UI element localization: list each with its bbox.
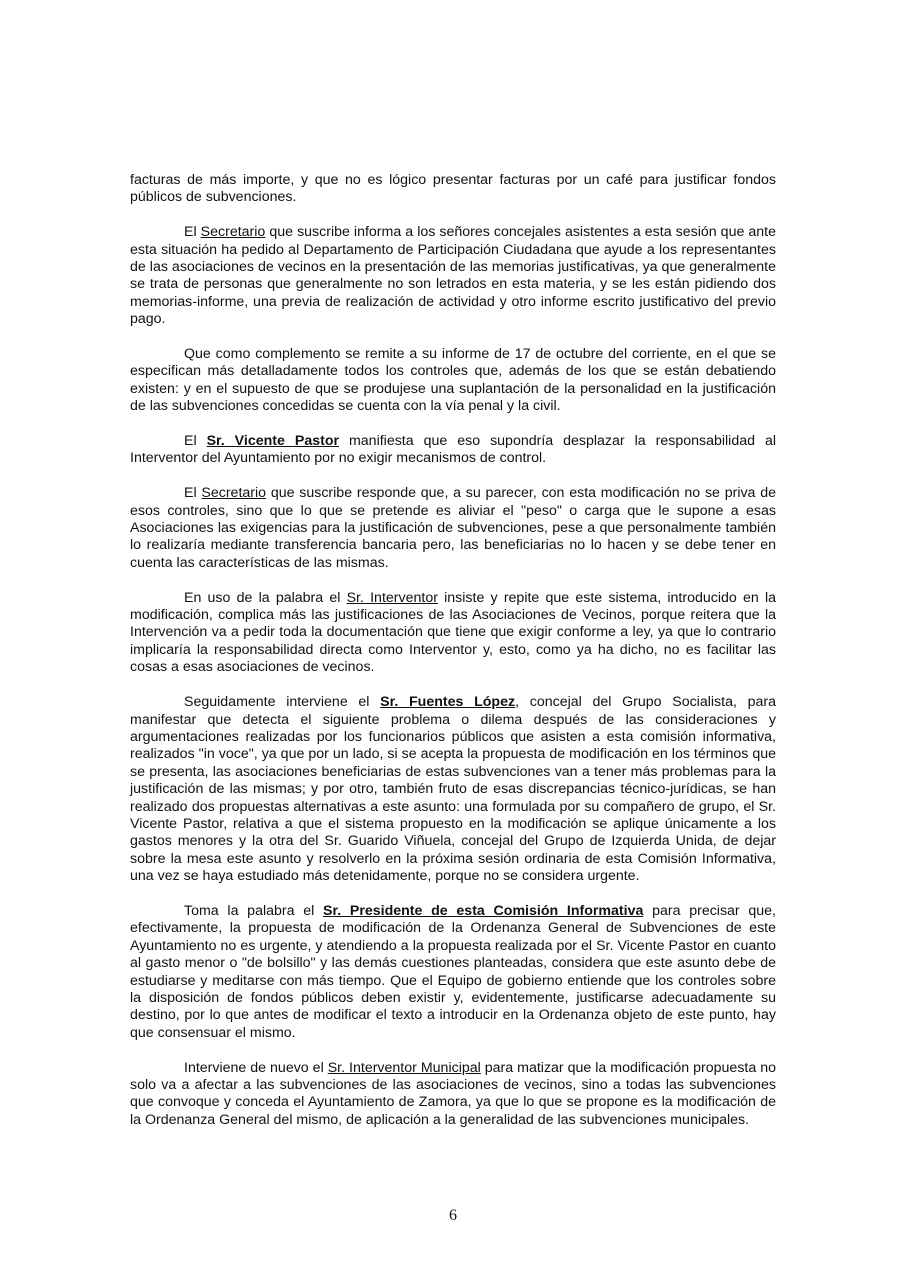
paragraph-text: que suscribe responde que, a su parecer, con esta modificación no se priva de esos controles, sino que lo que se pretende es aliviar el "peso" o carga que le supone a esas Asociaciones las exigencias para la justificación de subvenciones, pese a que personalmente también lo realizaría mediante transferencia bancaria pero, las beneficiarias no lo hacen y se debe tener en cuenta las características de las mismas. <box>130 485 776 571</box>
paragraph-text: para precisar que, efectivamente, la propuesta de modificación de la Ordenanza General de Subvenciones de este Ayuntamiento no es urgente, y atendiendo a la propuesta realizada por el Sr. Vicente Pastor en cuanto al gasto menor o "de bolsillo" y las demás cuestiones planteadas, considera que este asunto debe de estudiarse y meditarse con más tiempo. Que el Equipo de gobierno entiende que los controles sobre la disposición de fondos públicos deben existir y, evidentemente, justificarse adecuadamente su destino, por lo que antes de modificar el texto a introducir en la Ordenanza objeto de este punto, hay que consensuar el mismo. <box>130 902 776 1041</box>
paragraph-text: El <box>184 485 202 502</box>
paragraph-text: Que como complemento se remite a su informe de 17 de octubre del corriente, en el que se especifican más detalladamente todos los controles que, además de los que se están debatiendo existen: y en el supuesto de que se produjese una suplantación de la personalidad en la justificación de las subvenciones concedidas se cuenta con la vía penal y la civil. <box>130 346 776 415</box>
paragraph-text: manifiesta que eso supondría desplazar la responsabilidad al Interventor del Ayuntamiento por no exigir mecanismos de control. <box>130 433 776 467</box>
paragraph-text: que suscribe informa a los señores concejales asistentes a esta sesión que ante esta situación ha pedido al Departamento de Participación Ciudadana que ayude a los representantes de las asociaciones de vecinos en la presentación de las memorias justificativas, ya que generalmente se trata de personas que generalmente no son letrados en esta materia, y se les están pidiendo dos memorias-informe, una previa de realización de actividad y otro informe escrito justificativo del previo pago. <box>130 224 777 328</box>
paragraph-text: insiste y repite que este sistema, introducido en la modificación, complica más las justificaciones de las Asociaciones de Vecinos, porque reitera que la Intervención va a pedir toda la documentación que tiene que exigir conforme a ley, ya que lo contrario implicaría la responsabilidad directa como Interventor y, esto, como ya ha dicho, no es facilitar las cosas a esas asociaciones de vecinos. <box>130 589 776 676</box>
paragraph-text: , concejal del Grupo Socialista, para manifestar que detecta el siguiente problema o dilema después de las consideraciones y argumentaciones realizadas por los funcionarios públicos que asisten a esta comisión informativa, realizados "in voce", ya que por un lado, si se acepta la propuesta de modificación en los términos que se presenta, las asociaciones beneficiarias de estas subvenciones van a tener más problemas para la justificación de las mismas; y por otro, también fruto de esas discrepancias técnico-jurídicas, se han realizado dos propuestas alternativas a este asunto: una formulada por su compañero de grupo, el Sr. Vicente Pastor, relativa a que el sistema propuesto en la modificación se aplique únicamente a los gastos menores y la otra del Sr. Guarido Viñuela, concejal del Grupo de Izquierda Unida, de dejar sobre la mesa este asunto y resolverlo en la próxima sesión ordinaria de esta Comisión Informativa, una vez se haya estudiado más detenidamente, porque no se considera urgente. <box>130 694 776 885</box>
paragraph <box>130 172 776 207</box>
paragraph-text: Toma la palabra el <box>184 902 323 919</box>
paragraph-text: El <box>184 433 207 450</box>
paragraph <box>130 903 776 1042</box>
paragraph <box>130 433 776 468</box>
page-number: 6 <box>449 1207 457 1224</box>
paragraph <box>130 1060 776 1130</box>
paragraph <box>130 590 776 677</box>
paragraph-text: facturas de más importe, y que no es lógico presentar facturas por un café para justificar fondos públicos de subvenciones. <box>130 172 776 206</box>
speaker-name: Sr. Interventor Municipal <box>327 1059 481 1076</box>
paragraph-text: El <box>184 224 201 241</box>
paragraph-text: Interviene de nuevo el <box>184 1059 328 1076</box>
speaker-name: Sr. Presidente de esta Comisión Informativa <box>323 902 644 919</box>
speaker-name: Sr. Interventor <box>346 589 438 606</box>
speaker-name: Sr. Fuentes López <box>380 694 516 711</box>
paragraph-text: Seguidamente interviene el <box>184 694 381 711</box>
speaker-name: Secretario <box>200 224 266 241</box>
paragraph-text: En uso de la palabra el <box>184 589 347 606</box>
paragraph <box>130 694 776 885</box>
document-body <box>130 172 776 1147</box>
speaker-name: Secretario <box>201 485 267 502</box>
speaker-name: Sr. Vicente Pastor <box>206 433 340 450</box>
paragraph <box>130 485 776 572</box>
paragraph <box>130 346 776 416</box>
paragraph <box>130 224 776 328</box>
paragraph-text: para matizar que la modificación propuesta no solo va a afectar a las subvenciones de las asociaciones de vecinos, sino a todas las subvenciones que convoque y conceda el Ayuntamiento de Zamora, ya que lo que se propone es la modificación de la Ordenanza General del mismo, de aplicación a la generalidad de las subvenciones municipales. <box>130 1059 777 1128</box>
